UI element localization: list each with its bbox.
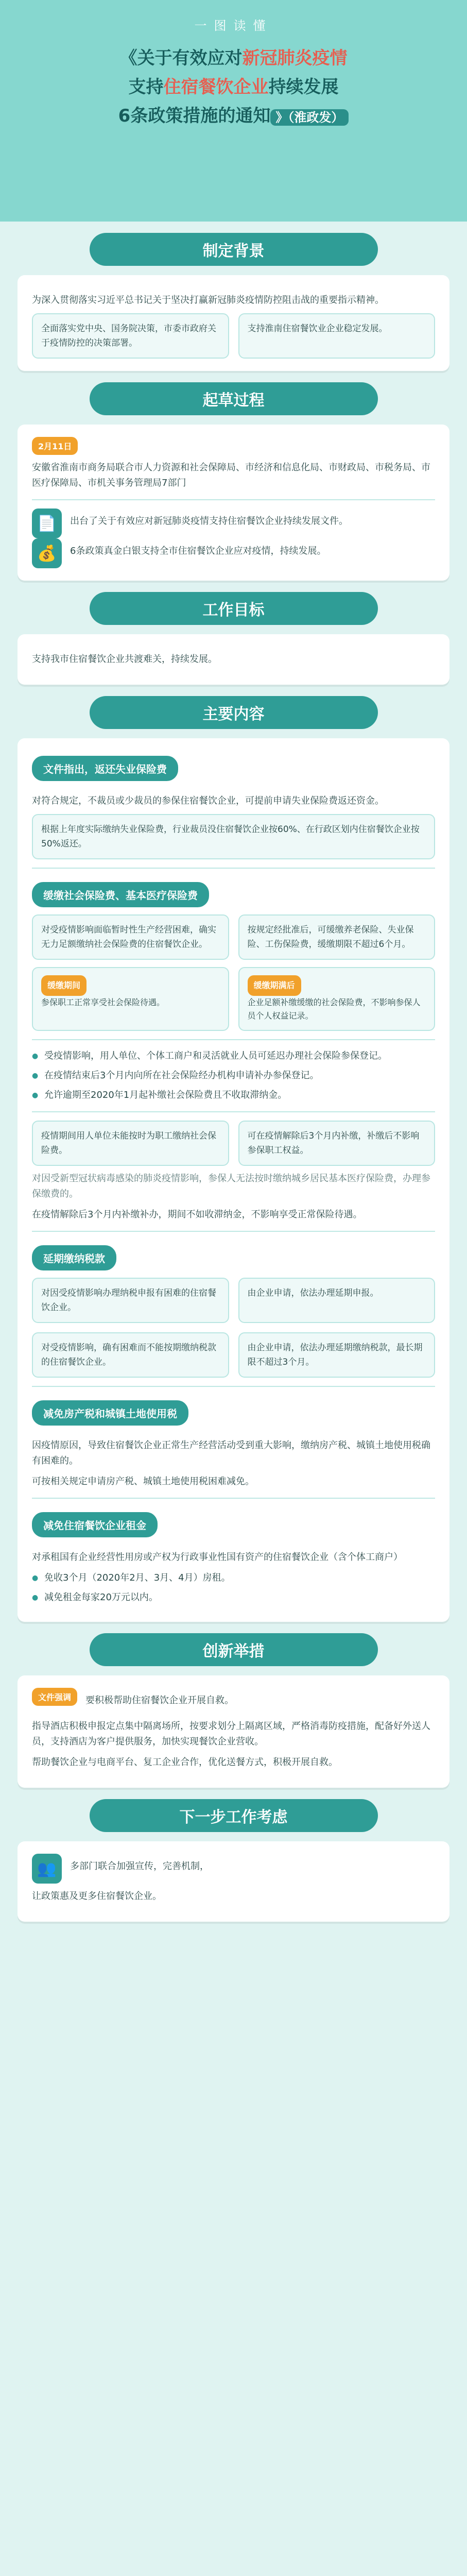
content-sub2-box-left [32, 967, 229, 1031]
content-sub3-item-2: ● 在疫情结束后3个月内向所在社会保险经办机构申请补办参保登记。 [32, 1068, 435, 1083]
content-sub4-card-right: 可在疫情解除后3个月内补缴，补缴后不影响参保职工权益。 [238, 1121, 436, 1166]
content-sub4-card-left: 疫情期间用人单位未能按时为职工缴纳社会保险费。 [32, 1121, 229, 1166]
process-row-2 [32, 538, 435, 568]
content-sub7-list [32, 1570, 435, 1605]
process-date-badge: 2月11日 [32, 437, 78, 455]
section-title-background: 制定背景 [90, 233, 378, 266]
background-paragraph: 为深入贯彻落实习近平总书记关于坚决打赢新冠肺炎疫情防控阻击战的重要指示精神。 [32, 295, 384, 306]
content-sub2-card-left: 对受疫情影响面临暂时性生产经营困难，确实无力足额缴纳社会保险费的住宿餐饮企业。 [32, 914, 229, 960]
process-paragraph-2: 出台了关于有效应对新冠肺炎疫情支持住宿餐饮企业持续发展文件。 [70, 516, 348, 527]
content-sub4-paragraph-1: 对因受新型冠状病毒感染的肺炎疫情影响，参保人无法按时缴纳城乡居民基本医疗保险费，办理参保缴费的。 [32, 1173, 430, 1199]
process-paragraph-1: 安徽省淮南市商务局联合市人力资源和社会保障局、市经济和信息化局、市财政局、市税务局、市医疗保障局、市机关事务管理局7部门 [32, 462, 430, 488]
content-divider-3 [32, 1111, 435, 1112]
process-row-1 [32, 509, 435, 538]
content-sub6-paragraph-1: 因疫情原因，导致住宿餐饮企业正常生产经营活动受到重大影响，缴纳房产税、城镇土地使用税确有困难的。 [32, 1440, 430, 1466]
innovation-chip: 文件强调 [32, 1688, 77, 1706]
section-title-process: 起草过程 [90, 382, 378, 415]
people-icon: 👥 [32, 1854, 62, 1884]
background-card-left: 全面落实党中央、国务院决策，市委市政府关于疫情防控的决策部署。 [32, 313, 229, 359]
content-sub1-paragraph: 对符合规定，不裁员或少裁员的参保住宿餐饮企业，可提前申请失业保险费返还资金。 [32, 795, 384, 806]
content-sub5-card-1: 对因受疫情影响办理纳税申报有困难的住宿餐饮企业。 [32, 1278, 229, 1323]
process-paragraph-3: 6条政策真金白银支持全市住宿餐饮企业应对疫情，持续发展。 [70, 546, 326, 556]
content-sub3-list [32, 1048, 435, 1103]
content-sub2-box-right [238, 967, 436, 1031]
content-sub6-title: 减免房产税和城镇土地使用税 [32, 1400, 188, 1426]
hero-tagline: 一图读懂 [194, 19, 273, 33]
section-innovation [18, 1675, 449, 1788]
content-sub4-cards [32, 1121, 435, 1166]
content-sub1-title: 文件指出，返还失业保险费 [32, 756, 178, 781]
process-divider [32, 499, 435, 500]
section-goals [18, 634, 449, 685]
section-title-content: 主要内容 [90, 696, 378, 729]
section-title-innovation: 创新举措 [90, 1633, 378, 1666]
document-icon: 📄 [32, 509, 62, 538]
money-icon: 💰 [32, 538, 62, 568]
content-sub5-card-3: 对受疫情影响，确有困难而不能按期缴纳税款的住宿餐饮企业。 [32, 1332, 229, 1378]
section-background [18, 275, 449, 371]
content-sub5-title: 延期缴纳税款 [32, 1245, 116, 1270]
hero-title [0, 44, 467, 132]
content-sub5-card-4: 由企业申请，依法办理延期缴纳税款，最长期限不超过3个月。 [238, 1332, 436, 1378]
content-divider-4 [32, 1231, 435, 1232]
content-sub6-paragraph-2: 可按相关规定申请房产税、城镇土地使用税困难减免。 [32, 1476, 254, 1487]
hero-title-line-3: 6条政策措施的通知 》（淮政发） [0, 101, 467, 132]
background-cards [32, 313, 435, 359]
content-sub2-card-right: 按规定经批准后，可缓缴养老保险、失业保险、工伤保险费，缓缴期限不超过6个月。 [238, 914, 436, 960]
content-sub7-item-1: ● 免收3个月（2020年2月、3月、4月）房租。 [32, 1570, 435, 1586]
content-sub2-box-left-text: 参保职工正常享受社会保险待遇。 [41, 997, 165, 1007]
content-sub7-paragraph: 对承租国有企业经营性用房或产权为行政事业性国有资产的住宿餐饮企业（含个体工商户） [32, 1552, 403, 1563]
section-content [18, 738, 449, 1622]
content-sub7-item-2: ● 减免租金每家20万元以内。 [32, 1590, 435, 1605]
innovation-paragraph-3: 帮助餐饮企业与电商平台、复工企业合作，优化送餐方式，积极开展自救。 [32, 1757, 338, 1768]
next-paragraph-2: 让政策惠及更多住宿餐饮企业。 [32, 1891, 162, 1902]
content-sub1-card: 根据上年度实际缴纳失业保险费，行业裁员没住宿餐饮企业按60%、在行政区划内住宿餐饮企业按50%返还。 [32, 814, 435, 859]
content-divider-2 [32, 1039, 435, 1040]
section-process [18, 425, 449, 581]
section-title-goals: 工作目标 [90, 592, 378, 625]
hero-title-line-1: 《关于有效应对新冠肺炎疫情 [119, 48, 348, 69]
content-sub2-box-right-title: 缓缴期满后 [248, 975, 301, 996]
innovation-paragraph-2: 指导酒店积极申报定点集中隔离场所，按要求划分上隔离区域，严格消毒防疫措施，配备好外送人员，支持酒店为客户提供服务，加快实现餐饮企业营收。 [32, 1721, 430, 1747]
content-divider-1 [32, 868, 435, 869]
content-sub2-box-right-text: 企业足额补缴缓缴的社会保险费，不影响参保人员个人权益记录。 [247, 997, 421, 1021]
next-row [32, 1854, 435, 1884]
section-title-next: 下一步工作考虑 [90, 1799, 378, 1832]
innovation-paragraph-1: 要积极帮助住宿餐饮企业开展自救。 [85, 1695, 234, 1706]
content-sub5-card-2: 由企业申请，依法办理延期申报。 [238, 1278, 436, 1323]
hero-banner [0, 0, 467, 222]
next-paragraph-1: 多部门联合加强宣传，完善机制， [70, 1861, 209, 1872]
content-sub5-grid [32, 1278, 435, 1378]
content-sub2-box-left-title: 缓缴期间 [41, 975, 87, 996]
content-sub4-paragraph-2: 在疫情解除后3个月内补缴补办，期间不如收滞纳金，不影响享受正常保险待遇。 [32, 1209, 362, 1220]
content-sub3-item-3: ● 允许逾期至2020年1月起补缴社会保险费且不收取滞纳金。 [32, 1088, 435, 1103]
content-sub2-title: 缓缴社会保险费、基本医疗保险费 [32, 882, 209, 907]
section-next [18, 1841, 449, 1922]
content-sub3-item-1: ● 受疫情影响，用人单位、个体工商户和灵活就业人员可延迟办理社会保险参保登记。 [32, 1048, 435, 1064]
innovation-row [32, 1688, 435, 1714]
content-divider-6 [32, 1498, 435, 1499]
goals-paragraph: 支持我市住宿餐饮企业共渡难关，持续发展。 [32, 654, 217, 665]
content-divider-5 [32, 1386, 435, 1387]
hero-title-line-2: 支持住宿餐饮企业持续发展 [128, 77, 339, 97]
content-sub2-cards [32, 914, 435, 960]
background-card-right: 支持淮南住宿餐饮业企业稳定发展。 [238, 313, 436, 359]
content-sub7-title: 减免住宿餐饮企业租金 [32, 1512, 158, 1537]
content-sub2-boxes [32, 967, 435, 1031]
